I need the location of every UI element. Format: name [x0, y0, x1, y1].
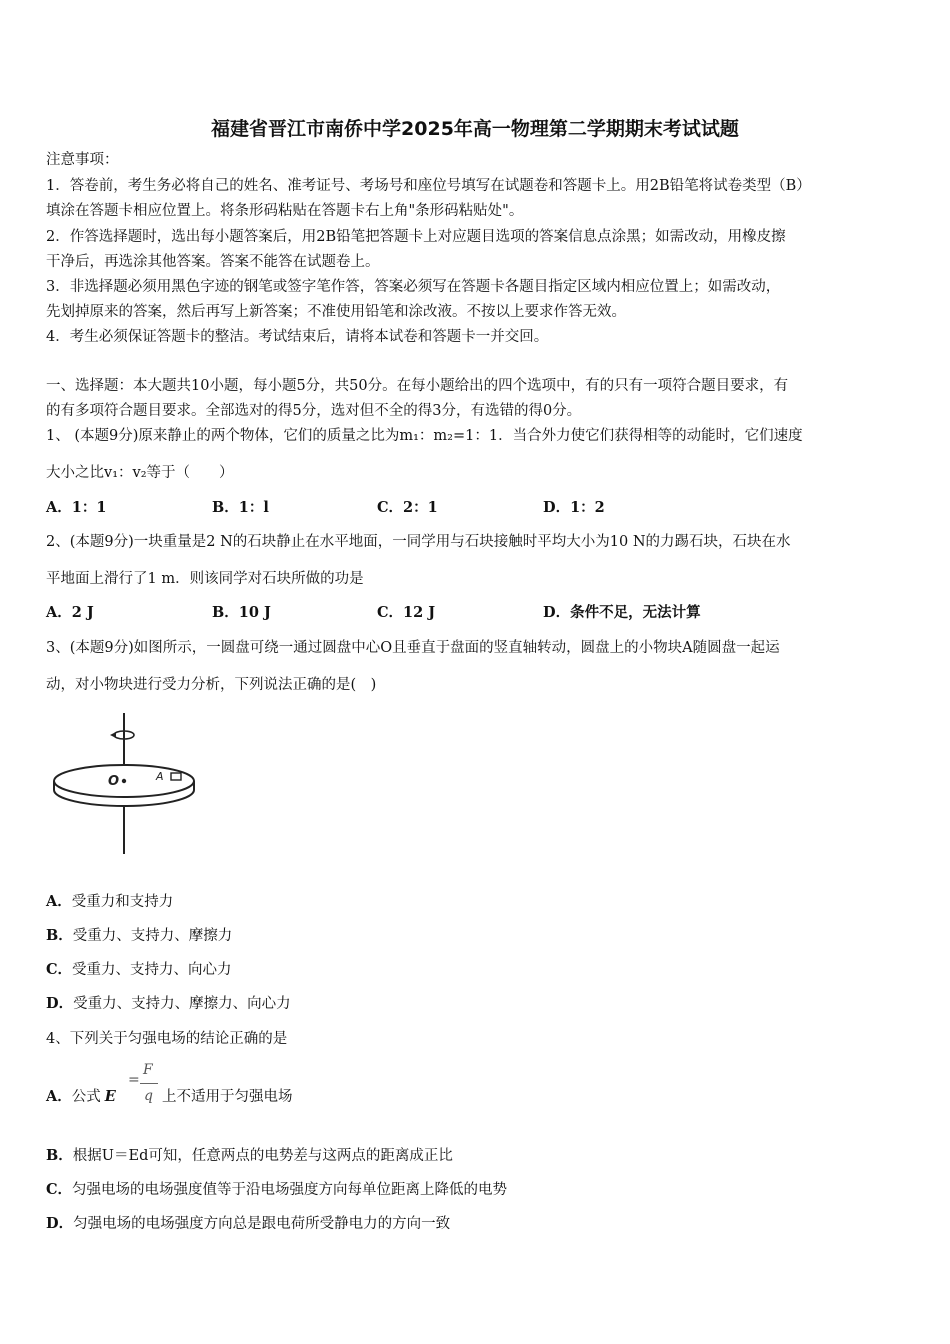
q2-stem: 2、(本题9分)一块重量是2 N的石块静止在水平地面，一同学用与石块接触时平均大小为10 N的力踢石块，石块在水: [46, 534, 791, 550]
label-o: O: [108, 774, 120, 789]
q3-option-d: [46, 994, 291, 1014]
q4-option-d: [46, 1214, 450, 1234]
notice-line: 2．作答选择题时，选出每小题答案后，用2B铅笔把答题卡上对应题目选项的答案信息点涂黑；如需改动，用橡皮擦: [46, 229, 786, 245]
q4-option-b: [46, 1146, 453, 1166]
q1-option-b: B．1：l: [212, 499, 269, 516]
q2-stem: 平地面上滑行了1 m．则该同学对石块所做的功是: [46, 571, 364, 587]
q2-option-c: C．12 J: [377, 604, 436, 621]
notice-line: 4．考生必须保证答题卡的整洁。考试结束后，请将本试卷和答题卡一并交回。: [46, 329, 549, 345]
notice-line: 干净后，再选涂其他答案。答案不能答在试题卷上。: [46, 254, 380, 270]
formula-e: E: [104, 1088, 116, 1105]
option-key: A．: [46, 893, 72, 910]
formula-numerator: F: [143, 1062, 153, 1078]
q1-option-d: D．1：2: [543, 499, 605, 516]
center-point: [122, 779, 126, 783]
q3-stem: 动，对小物块进行受力分析，下列说法正确的是( ): [46, 677, 377, 693]
option-text: 根据U＝Ed可知，任意两点的电势差与这两点的距离成正比: [72, 1148, 453, 1164]
option-text: 公式: [71, 1089, 101, 1105]
option-key: C．: [46, 1181, 73, 1198]
formula-denominator: q: [144, 1088, 153, 1104]
option-key: D．: [46, 995, 74, 1012]
label-a: A: [156, 770, 164, 783]
option-key: C．: [46, 961, 73, 978]
option-key: A．: [46, 1088, 72, 1105]
q4-stem: 4、下列关于匀强电场的结论正确的是: [46, 1031, 288, 1047]
q2-option-a: A．2 J: [46, 604, 94, 621]
q1-option-c: C．2：1: [377, 499, 438, 516]
option-text: 受重力、支持力、摩擦力、向心力: [73, 996, 291, 1012]
notice-line: 填涂在答题卡相应位置上。将条形码粘贴在答题卡右上角"条形码粘贴处"。: [46, 203, 524, 219]
q2-option-b: B．10 J: [212, 604, 271, 621]
notice-heading: 注意事项：: [46, 152, 119, 168]
rotation-arrow-icon: [110, 731, 134, 739]
option-text: 受重力、支持力、摩擦力: [72, 928, 233, 944]
page-title: 福建省晋江市南侨中学2025年高一物理第二学期期末考试试题: [211, 118, 739, 140]
q1-option-a: A．1：1: [46, 499, 107, 516]
section-instructions: 的有多项符合题目要求。全部选对的得5分，选对但不全的得3分，有选错的得0分。: [46, 403, 582, 419]
option-text: 受重力、支持力、向心力: [72, 962, 232, 978]
q1-stem: 1、 (本题9分)原来静止的两个物体，它们的质量之比为m₁：m₂=1：1．当合外力使它们获得相等的动能时，它们速度: [46, 428, 803, 444]
notice-line: 1．答卷前，考生务必将自己的姓名、准考证号、考场号和座位号填写在试题卷和答题卡上。用2B铅笔将试卷类型（B）: [46, 178, 811, 194]
notice-line: 先划掉原来的答案，然后再写上新答案；不准使用铅笔和涂改液。不按以上要求作答无效。: [46, 304, 626, 320]
option-text: 匀强电场的电场强度方向总是跟电荷所受静电力的方向一致: [73, 1216, 451, 1232]
formula-equals: =: [128, 1072, 140, 1088]
rotating-disc-figure: [46, 708, 216, 858]
notice-line: 3．非选择题必须用黑色字迹的钢笔或签字笔作答，答案必须写在答题卡各题目指定区域内相应位置上；如需改动，: [46, 279, 781, 295]
q2-option-d: D．条件不足，无法计算: [543, 604, 701, 621]
q1-stem: 大小之比v₁：v₂等于（ ）: [46, 465, 234, 481]
q3-option-c: [46, 960, 232, 980]
option-key: B．: [46, 927, 73, 944]
option-key: B．: [46, 1147, 73, 1164]
disc: [54, 765, 194, 806]
section-instructions: 一、选择题：本大题共10小题，每小题5分，共50分。在每小题给出的四个选项中，有的只有一项符合题目要求，有: [46, 378, 789, 394]
formula-fraction: [126, 1062, 166, 1112]
q4-option-a-text: 上不适用于匀强电场: [162, 1089, 293, 1105]
q3-option-b: [46, 926, 232, 946]
fraction-bar: [140, 1083, 158, 1084]
option-text: 受重力和支持力: [71, 894, 174, 910]
option-text: 匀强电场的电场强度值等于沿电场强度方向每单位距离上降低的电势: [72, 1182, 508, 1198]
option-key: D．: [46, 1215, 74, 1232]
q4-option-a-lead: [46, 1087, 116, 1107]
q3-option-a: [46, 892, 173, 912]
q3-stem: 3、(本题9分)如图所示，一圆盘可绕一通过圆盘中心O且垂直于盘面的竖直轴转动，圆盘上的小物块A随圆盘一起运: [46, 640, 780, 656]
q4-option-c: [46, 1180, 507, 1200]
block: [171, 773, 181, 780]
